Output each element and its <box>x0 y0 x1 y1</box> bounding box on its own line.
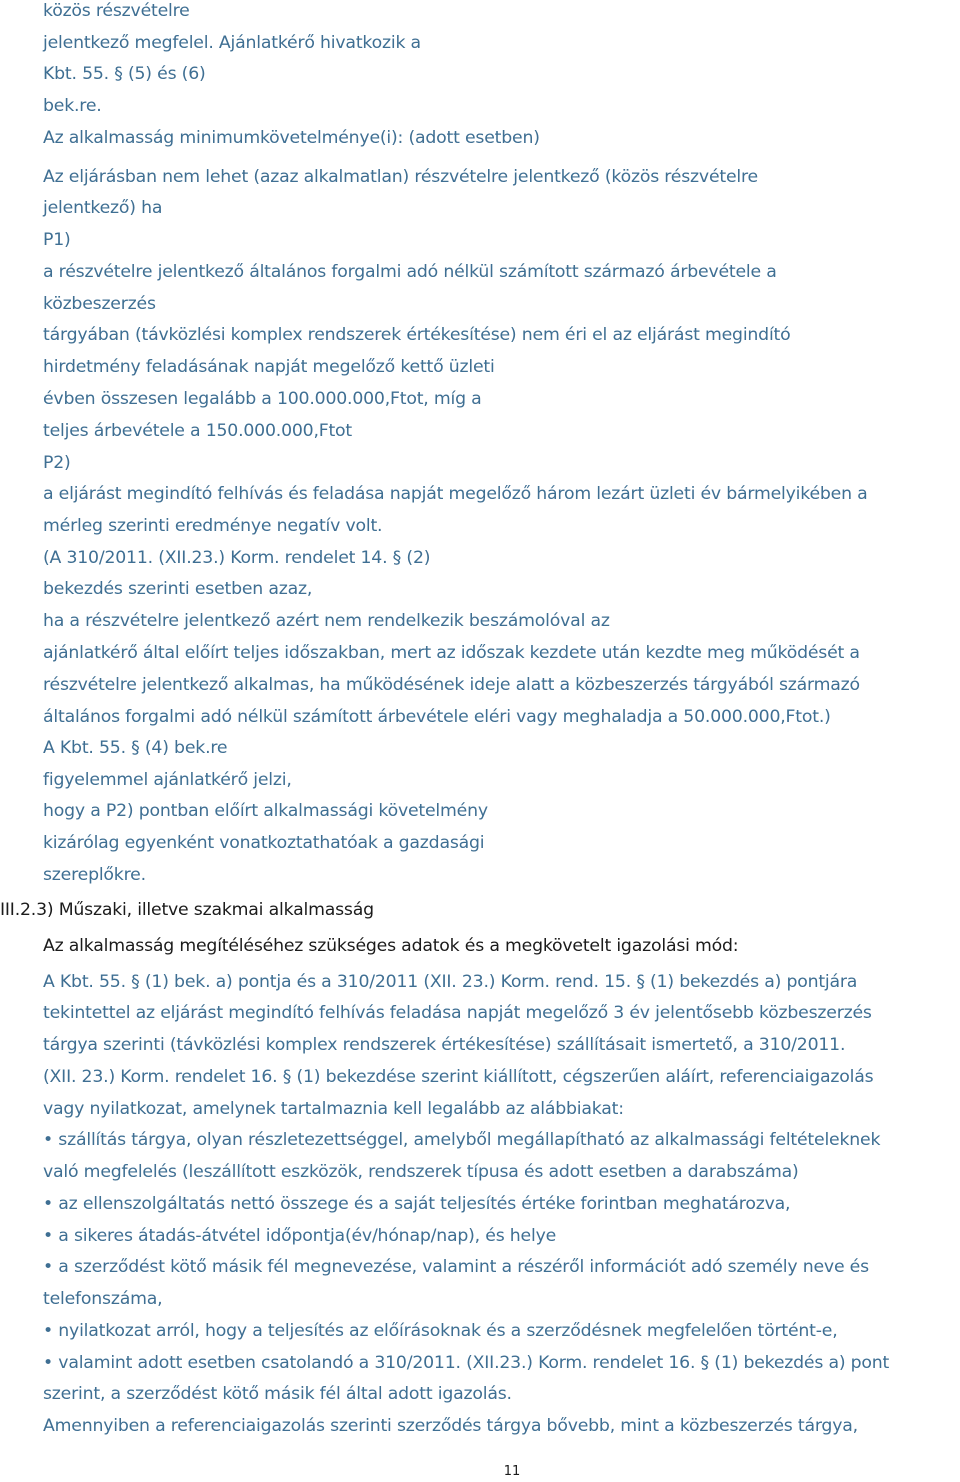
text-line: szereplőkre. <box>43 865 146 885</box>
text-line: Az alkalmasság minimumkövetelménye(i): (adott esetben) <box>43 128 540 148</box>
bullet-item: • az ellenszolgáltatás nettó összege és a saját teljesítés értéke forintban meghatározva, <box>43 1194 791 1214</box>
text-line: (XII. 23.) Korm. rendelet 16. § (1) bekezdése szerint kiállított, cégszerűen aláírt, referenciaigazolás <box>43 1067 874 1087</box>
text-line: ha a részvételre jelentkező azért nem rendelkezik beszámolóval az <box>43 611 610 631</box>
text-line: P1) <box>43 230 71 250</box>
section-subheading: Az alkalmasság megítéléséhez szükséges adatok és a megkövetelt igazolási mód: <box>43 936 739 956</box>
text-line: általános forgalmi adó nélkül számított árbevétele eléri vagy meghaladja a 50.000.000,Ftot.) <box>43 707 831 727</box>
text-line: A Kbt. 55. § (1) bek. a) pontja és a 310/2011 (XII. 23.) Korm. rend. 15. § (1) bekezdés a) pontjára <box>43 972 858 992</box>
bullet-item: • valamint adott esetben csatolandó a 310/2011. (XII.23.) Korm. rendelet 16. § (1) bekezdés a) pont <box>43 1353 890 1373</box>
text-line: a részvételre jelentkező általános forgalmi adó nélkül számított származó árbevétele a <box>43 262 777 282</box>
text-line: évben összesen legalább a 100.000.000,Ftot, míg a <box>43 389 482 409</box>
text-line: tekintettel az eljárást megindító felhívás feladása napját megelőző 3 év jelentősebb közbeszerzés <box>43 1003 872 1023</box>
text-line: tárgya szerinti (távközlési komplex rendszerek értékesítése) szállításait ismertető, a 310/2011. <box>43 1035 846 1055</box>
section-heading: III.2.3) Műszaki, illetve szakmai alkalmasság <box>0 900 374 920</box>
text-line: bekezdés szerinti esetben azaz, <box>43 579 313 599</box>
page-number: 11 <box>503 1464 521 1479</box>
text-line: jelentkező megfelel. Ajánlatkérő hivatkozik a <box>43 33 421 53</box>
text-line: a eljárást megindító felhívás és feladása napját megelőző három lezárt üzleti év bármelyikében a <box>43 484 868 504</box>
text-line: közbeszerzés <box>43 294 156 314</box>
text-line: Kbt. 55. § (5) és (6) <box>43 64 206 84</box>
bullet-item: • a sikeres átadás-átvétel időpontja(év/hónap/nap), és helye <box>43 1226 557 1246</box>
text-line: vagy nyilatkozat, amelynek tartalmaznia kell legalább az alábbiakat: <box>43 1099 624 1119</box>
text-line: közös részvételre <box>43 1 190 21</box>
text-line: A Kbt. 55. § (4) bek.re <box>43 738 228 758</box>
text-line: szerint, a szerződést kötő másik fél által adott igazolás. <box>43 1384 512 1404</box>
text-line: ajánlatkérő által előírt teljes időszakban, mert az időszak kezdete után kezdte meg működését a <box>43 643 860 663</box>
text-line: jelentkező) ha <box>43 198 163 218</box>
text-line: hirdetmény feladásának napját megelőző kettő üzleti <box>43 357 495 377</box>
text-line: bek.re. <box>43 96 102 116</box>
text-line: hogy a P2) pontban előírt alkalmassági követelmény <box>43 801 488 821</box>
bullet-item: • a szerződést kötő másik fél megnevezése, valamint a részéről információt adó személy neve és <box>43 1257 869 1277</box>
bullet-item: • nyilatkozat arról, hogy a teljesítés az előírásoknak és a szerződésnek megfelelően történt-e, <box>43 1321 838 1341</box>
text-line: P2) <box>43 453 71 473</box>
text-line: figyelemmel ajánlatkérő jelzi, <box>43 770 292 790</box>
text-line: (A 310/2011. (XII.23.) Korm. rendelet 14. § (2) <box>43 548 431 568</box>
text-line: teljes árbevétele a 150.000.000,Ftot <box>43 421 353 441</box>
text-line: mérleg szerinti eredménye negatív volt. <box>43 516 383 536</box>
text-line: kizárólag egyenként vonatkoztathatóak a gazdasági <box>43 833 485 853</box>
text-line: való megfelelés (leszállított eszközök, rendszerek típusa és adott esetben a darabszáma) <box>43 1162 799 1182</box>
text-line: telefonszáma, <box>43 1289 163 1309</box>
text-line: részvételre jelentkező alkalmas, ha működésének ideje alatt a közbeszerzés tárgyából származó <box>43 675 860 695</box>
text-line: Az eljárásban nem lehet (azaz alkalmatlan) részvételre jelentkező (közös részvételre <box>43 167 758 187</box>
bullet-item: • szállítás tárgya, olyan részletezettséggel, amelyből megállapítható az alkalmassági feltételeknek <box>43 1130 881 1150</box>
text-line: tárgyában (távközlési komplex rendszerek értékesítése) nem éri el az eljárást megindító <box>43 325 791 345</box>
text-line: Amennyiben a referenciaigazolás szerinti szerződés tárgya bővebb, mint a közbeszerzés tárgya, <box>43 1416 858 1436</box>
